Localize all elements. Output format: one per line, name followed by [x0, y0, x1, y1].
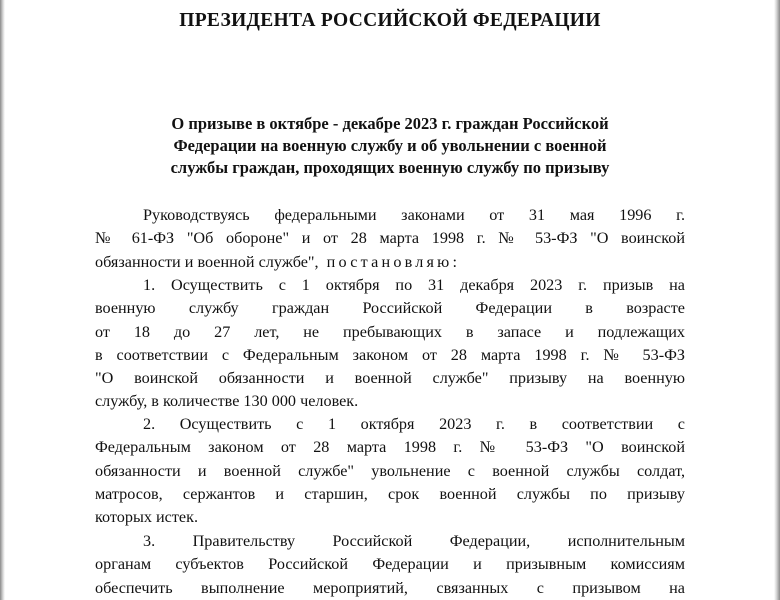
page-edge-right [774, 0, 780, 600]
paragraph-line: 3. Правительству Российской Федерации, исполнительным [143, 532, 685, 550]
document-heading: ПРЕЗИДЕНТА РОССИЙСКОЙ ФЕДЕРАЦИИ [179, 10, 601, 31]
preamble-paragraph [95, 204, 685, 274]
paragraph-line: Руководствуясь федеральными законами от 31 мая 1996 г. [143, 206, 685, 224]
paragraph-line: "О воинской обязанности и военной службе" призыву на военную [95, 369, 685, 388]
paragraph-line [95, 251, 685, 274]
paragraph-line: службу, в количестве 130 000 человек. [95, 392, 359, 411]
paragraph-line: обязанности и военной службе" увольнение с военной службы солдат, [95, 461, 685, 480]
paragraph-line: обеспечить выполнение мероприятий, связанных с призывом на [95, 578, 685, 597]
paragraph-line: от 18 до 27 лет, не пребывающих в запасе и подлежащих [95, 322, 685, 341]
decree-title-line: О призыве в октябре - декабре 2023 г. граждан Российской [171, 114, 609, 133]
paragraph-line: Федеральным законом от 28 марта 1998 г. № 53-ФЗ "О воинской [95, 438, 685, 457]
paragraph-line: 2. Осуществить с 1 октября 2023 г. в соответствии с [143, 415, 685, 433]
paragraph-line: № 61-ФЗ "Об обороне" и от 28 марта 1998 г. № 53-ФЗ "О воинской [95, 229, 685, 248]
decree-title [110, 113, 670, 179]
paragraph-line: органам субъектов Российской Федерации и призывным комиссиям [95, 555, 685, 574]
item-1-paragraph [95, 274, 685, 414]
paragraph-line: военную службу граждан Российской Федерации в возрасте [95, 299, 685, 318]
paragraph-line: которых истек. [95, 508, 199, 527]
page-edge-left [0, 0, 5, 600]
paragraph-line: в соответствии с Федеральным законом от 28 марта 1998 г. № 53-ФЗ [95, 345, 685, 364]
paragraph-line: матросов, сержантов и старшин, срок военной службы по призыву [95, 484, 685, 503]
item-3-paragraph [95, 530, 685, 600]
decree-title-line: Федерации на военную службу и об увольнении с военной [173, 136, 607, 155]
decree-word: постановляю: [326, 252, 461, 271]
decree-title-line: службы граждан, проходящих военную службу по призыву [170, 158, 610, 177]
paragraph-line: 1. Осуществить с 1 октября по 31 декабря 2023 г. призыв на [143, 276, 685, 294]
preamble-text: обязанности и военной службе", [95, 252, 319, 271]
item-2-paragraph [95, 413, 685, 529]
